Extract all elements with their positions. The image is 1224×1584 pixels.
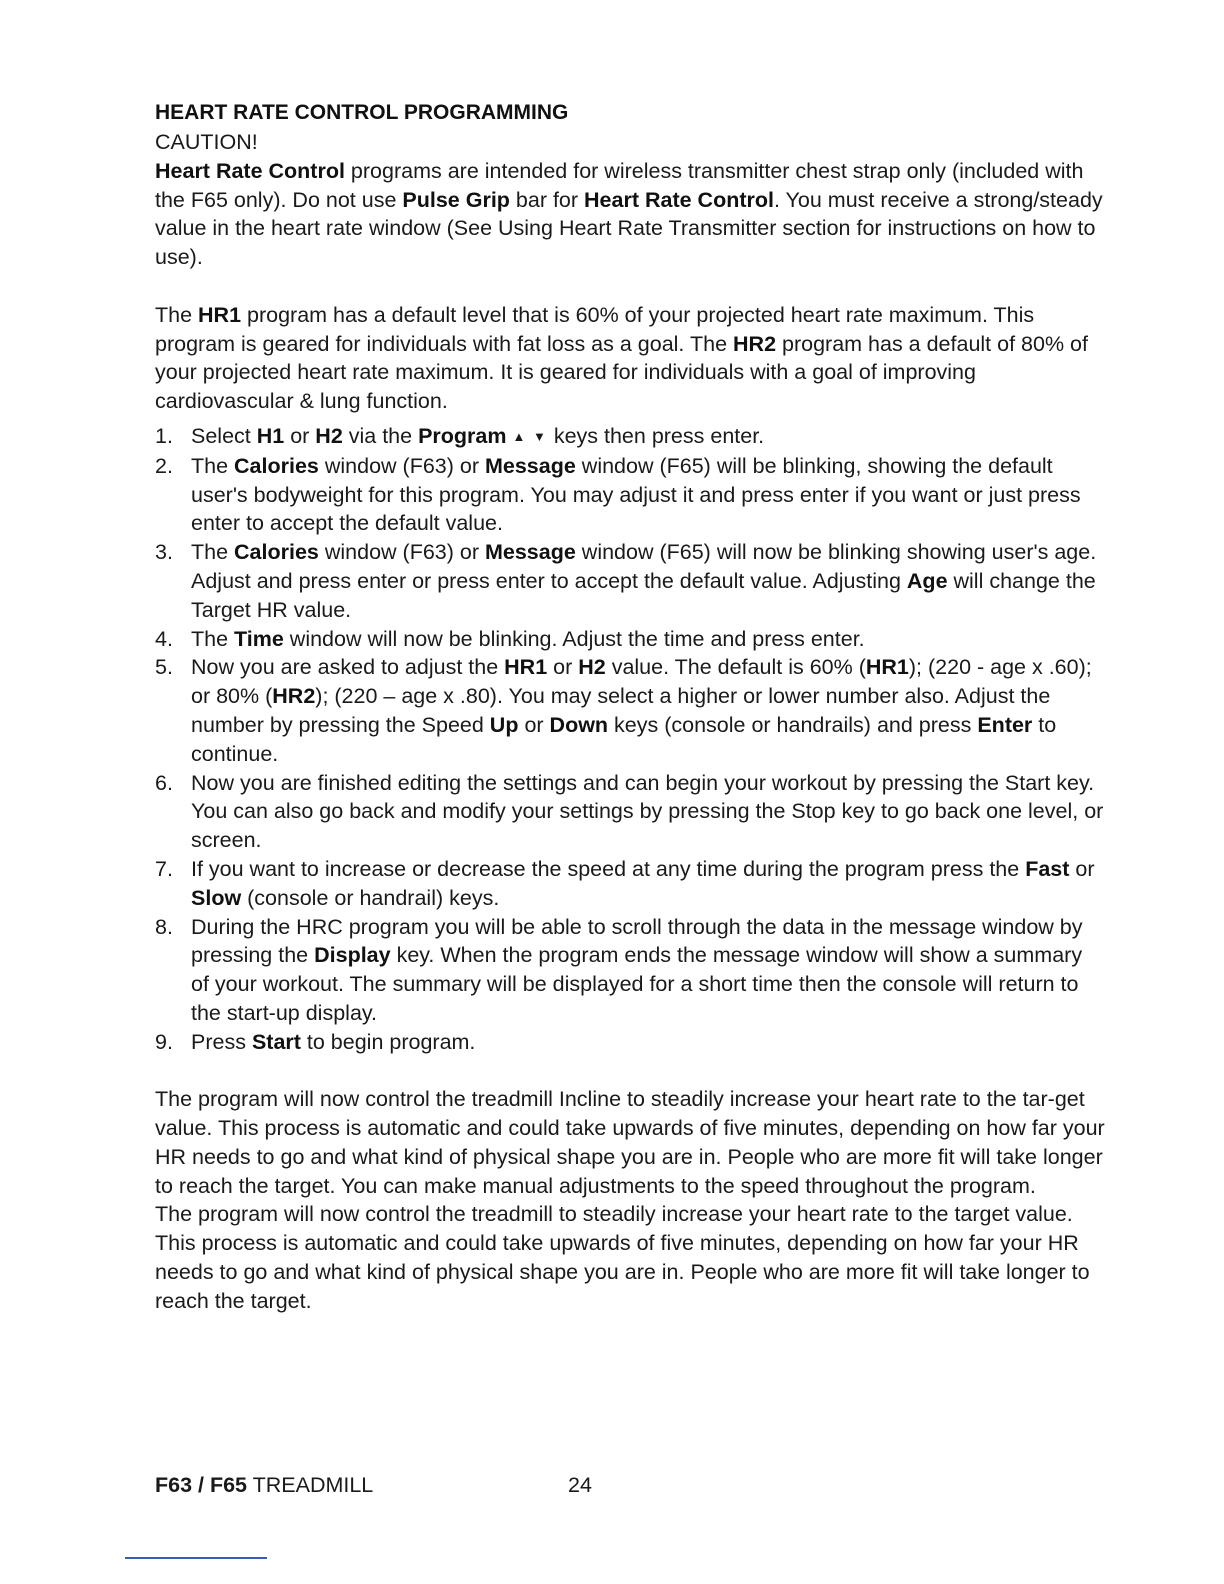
list-item: 6. Now you are finished editing the settings and can begin your workout by pressing the Start key. You can also go back and modify your settings by pressing the Stop key to go back one level, or screen. [155, 770, 1104, 853]
caution-label: CAUTION! [155, 130, 258, 154]
list-item: 8. During the HRC program you will be able to scroll through the data in the message window by pressing the Display key. When the program ends the message window will show a summary of your workout. The summary will be displayed for a short time then the console will return to the start-up display. [155, 914, 1083, 1025]
footer-product: TREADMILL [247, 1473, 374, 1497]
section-heading: HEART RATE CONTROL PROGRAMMING [155, 101, 569, 124]
list-item: 1. Select H1 or H2 via the Program ▲ ▼ keys then press enter. [155, 423, 765, 448]
bottom-rule [125, 1557, 267, 1559]
list-item: 3. The Calories window (F63) or Message window (F65) will now be blinking showing user's age. Adjust and press enter or press enter to accept the default value. Adjusting Age will change the Target HR value. [155, 540, 1097, 622]
document-body [155, 98, 1105, 1316]
outro-paragraph-1: The program will now control the treadmill Incline to steadily increase your heart rate to the tar-get value. This process is automatic and could take upwards of five minutes, depending on how far your HR needs to go and what kind of physical shape you are in. People who are more fit will take longer to reach the target. You can make manual adjustments to the speed throughout the program. [155, 1087, 1105, 1198]
list-item: 4. The Time window will now be blinking. Adjust the time and press enter. [155, 626, 865, 651]
footer-model: F63 / F65 [155, 1473, 248, 1497]
intro-paragraph: Heart Rate Control programs are intended for wireless transmitter chest strap only (included with the F65 only). Do not use Pulse Grip bar for Heart Rate Control. You must receive a strong/steady value in the heart rate window (See Using Heart Rate Transmitter section for instructions on how to use). [155, 158, 1103, 270]
list-item: 5. Now you are asked to adjust the HR1 or H2 value. The default is 60% (HR1); (220 - age x .60); or 80% (HR2); (220 – age x .80). You may select a higher or lower number also. Adjust the number by pressing the Speed Up or Down keys (console or handrails) and press Enter to continue. [155, 655, 1092, 766]
up-down-arrows-icon: ▲ ▼ [512, 428, 548, 444]
page-footer [155, 1470, 855, 1500]
outro-paragraph-2: The program will now control the treadmill to steadily increase your heart rate to the target value. This process is automatic and could take upwards of five minutes, depending on how far your HR needs to go and what kind of physical shape you are in. People who are more fit will take longer to reach the target. [155, 1202, 1090, 1313]
steps-list [155, 422, 1105, 1057]
list-item: 2. The Calories window (F63) or Message window (F65) will be blinking, showing the default user's bodyweight for this program. You may adjust it and press enter if you want or just press enter to accept the default value. [155, 453, 1081, 536]
page-number: 24 [568, 1473, 592, 1497]
hr-programs-paragraph: The HR1 program has a default level that is 60% of your projected heart rate maximum. This program is geared for individuals with fat loss as a goal. The HR2 program has a default of 80% of your projected heart rate maximum. It is geared for individuals with a goal of improving cardiovascular & lung function. [155, 302, 1088, 414]
list-item: 9. Press Start to begin program. [155, 1029, 476, 1054]
list-item: 7. If you want to increase or decrease the speed at any time during the program press the Fast or Slow (console or handrail) keys. [155, 856, 1095, 910]
